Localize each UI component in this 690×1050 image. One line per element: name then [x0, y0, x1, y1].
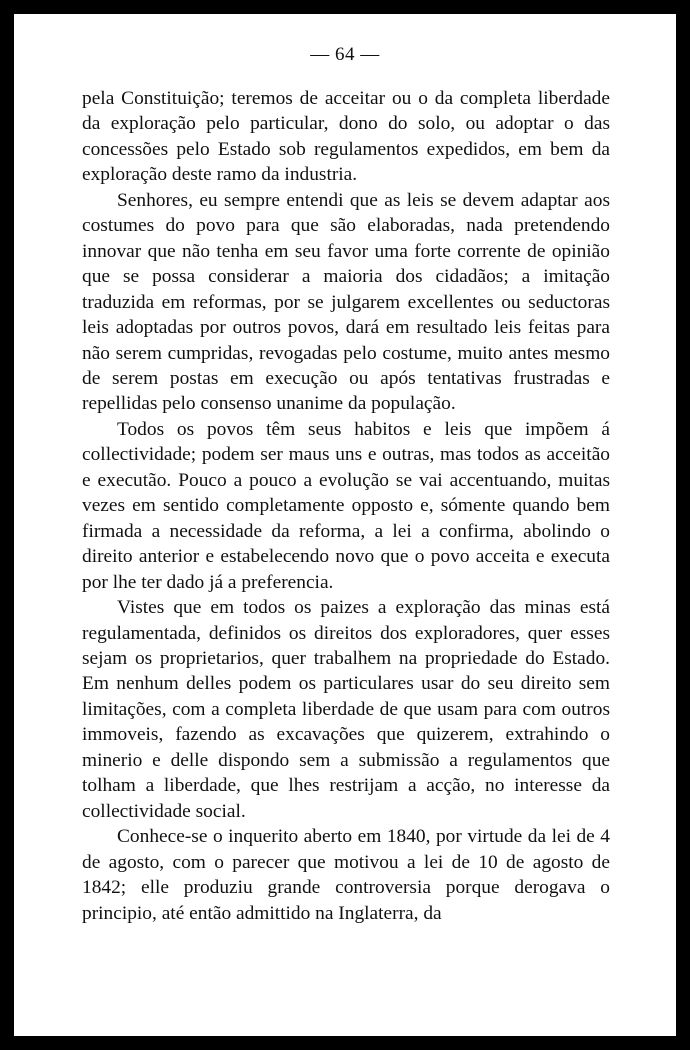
paragraph-3: Todos os povos têm seus habitos e leis que impõem á collectividade; podem ser maus uns e outras, mas todos as acceitão e executão. Pouco a pouco a evolução se vai accentuando, muitas vezes em sentido completamente opposto e, sómente quando bem firmada a necessidade da reforma, a lei a confirma, abolindo o direito anterior e estabelecendo novo que o povo acceita e executa por lhe ter dado já a preferencia.	[82, 418, 610, 593]
document-page	[14, 14, 676, 1036]
paragraph-1: pela Constituição; teremos de acceitar ou o da completa liberdade da exploração pelo particular, dono do solo, ou adoptar o das concessões pelo Estado sob regulamentos expedidos, em bem da exploração deste ramo da industria.	[82, 88, 610, 186]
body-text	[82, 86, 610, 926]
page-number: — 64 —	[310, 44, 380, 65]
paragraph-4: Vistes que em todos os paizes a exploração das minas está regulamentada, definidos os direitos dos exploradores, quer esses sejam os proprietarios, quer trabalhem na propriedade do Estado. Em nenhum delles podem os particulares usar do seu direito sem limitações, com a completa liberdade de que usam para com outros immoveis, fazendo as excavações que quizerem, extrahindo o minerio e delle dispondo sem a submissão a regulamentos que tolham a liberdade, que lhes restrijam a acção, no interesse da collectividade social.	[82, 597, 610, 822]
paragraph-5: Conhece-se o inquerito aberto em 1840, por virtude da lei de 4 de agosto, com o parecer que motivou a lei de 10 de agosto de 1842; elle produziu grande controversia porque derogava o principio, até então admittido na Inglaterra, da	[82, 826, 610, 924]
paragraph-2: Senhores, eu sempre entendi que as leis se devem adaptar aos costumes do povo para que são elaboradas, nada pretendendo innovar que não tenha em seu favor uma forte corrente de opinião que se possa considerar a maioria dos cidadãos; a imitação traduzida em reformas, por se julgarem excellentes ou seductoras leis adoptadas por outros povos, dará em resultado leis feitas para não serem cumpridas, revogadas pelo costume, muito antes mesmo de serem postas em execução ou após tentativas frustradas e repellidas pelo consenso unanime da população.	[82, 189, 610, 415]
